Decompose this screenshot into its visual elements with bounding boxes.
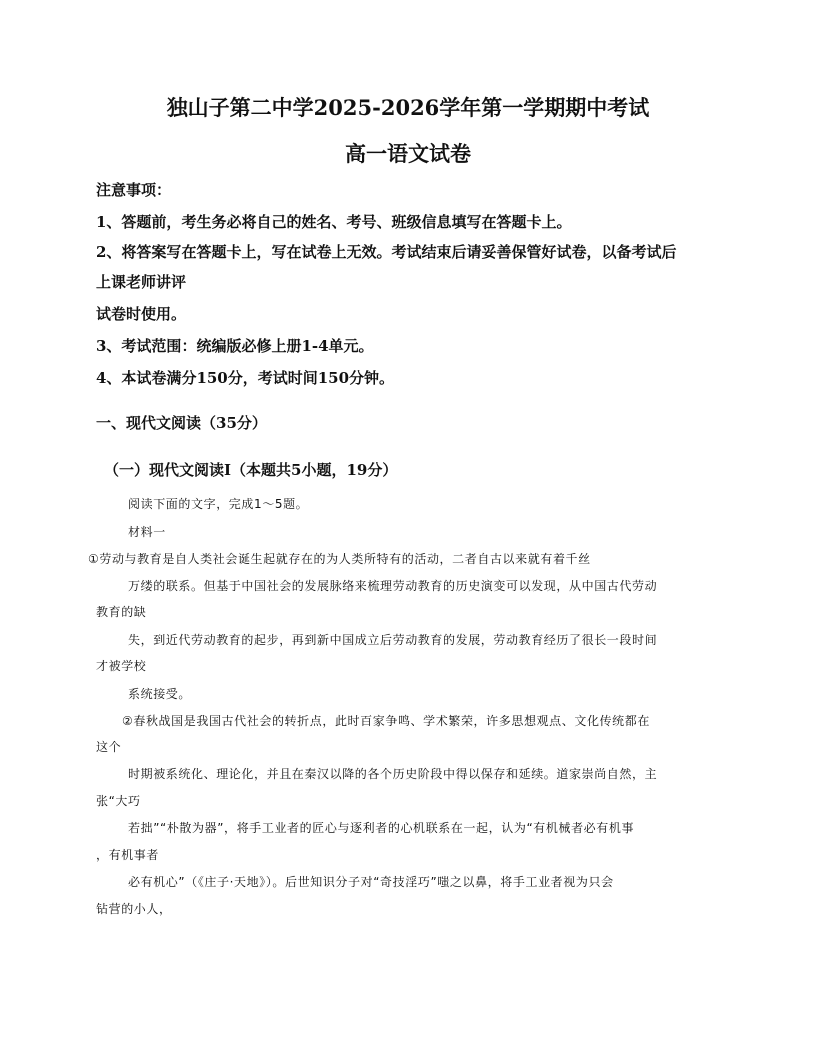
notice-item: 1、答题前，考生务必将自己的姓名、考号、班级信息填写在答题卡上。 bbox=[96, 213, 572, 231]
passage-line: 才被学校 bbox=[96, 659, 147, 673]
passage-line: 教育的缺 bbox=[96, 605, 147, 619]
exam-subtitle: 高一语文试卷 bbox=[345, 141, 471, 166]
passage-line: ②春秋战国是我国古代社会的转折点，此时百家争鸣、学术繁荣，许多思想观点、文化传统都在 bbox=[122, 714, 650, 728]
passage-line: 必有机心”（《庄子·天地》）。后世知识分子对“奇技淫巧”嗤之以鼻，将手工业者视为只会 bbox=[128, 875, 614, 889]
reading-instruction: 阅读下面的文字，完成1～5题。 bbox=[128, 497, 309, 511]
notice-heading: 注意事项： bbox=[96, 181, 172, 199]
sub-section-heading: （一）现代文阅读Ⅰ（本题共5小题，19分） bbox=[104, 461, 398, 479]
passage-line: 张“大巧 bbox=[96, 794, 141, 808]
passage-line: 这个 bbox=[96, 740, 122, 754]
notice-item: 3、考试范围：统编版必修上册1-4单元。 bbox=[96, 337, 374, 355]
material-label: 材料一 bbox=[128, 525, 166, 539]
passage-line: 时期被系统化、理论化，并且在秦汉以降的各个历史阶段中得以保存和延续。道家崇尚自然，主 bbox=[128, 767, 658, 781]
passage-line: ，有机事者 bbox=[96, 848, 160, 862]
passage-line: ①劳动与教育是自人类社会诞生起就存在的为人类所特有的活动，二者自古以来就有着千丝 bbox=[88, 552, 591, 566]
passage-line: 钻营的小人， bbox=[96, 902, 172, 916]
passage-line: 万缕的联系。但基于中国社会的发展脉络来梳理劳动教育的历史演变可以发现，从中国古代劳动 bbox=[128, 579, 658, 593]
notice-item: 2、将答案写在答题卡上，写在试卷上无效。考试结束后请妥善保管好试卷，以备考试后 bbox=[96, 243, 677, 261]
passage-line: 系统接受。 bbox=[128, 687, 192, 701]
notice-item: 4、本试卷满分150分，考试时间150分钟。 bbox=[96, 369, 395, 387]
passage-line: 失，到近代劳动教育的起步，再到新中国成立后劳动教育的发展，劳动教育经历了很长一段时间 bbox=[128, 633, 658, 647]
section-heading: 一、现代文阅读（35分） bbox=[96, 414, 267, 432]
notice-item: 试卷时使用。 bbox=[96, 305, 187, 323]
exam-title: 独山子第二中学2025-2026学年第一学期期中考试 bbox=[166, 95, 650, 120]
passage-line: 若拙”“朴散为器”，将手工业者的匠心与逐利者的心机联系在一起，认为“有机械者必有机事 bbox=[128, 821, 635, 835]
notice-item: 上课老师讲评 bbox=[96, 273, 187, 291]
